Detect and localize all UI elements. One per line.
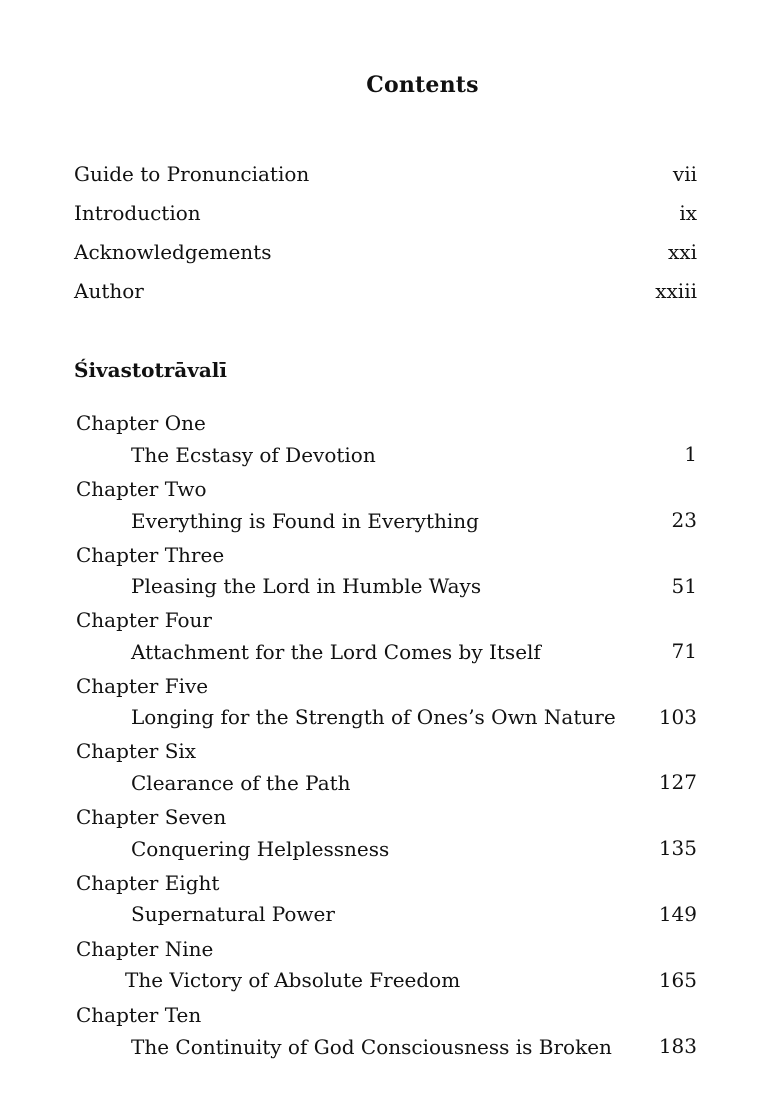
page-title: Contents [366, 72, 479, 98]
toc-entry-page-number: xxiii [655, 279, 697, 303]
toc-entry-label: Introduction [74, 201, 201, 225]
chapter-page-number: 23 [671, 508, 697, 532]
chapter-title: Pleasing the Lord in Humble Ways [131, 574, 482, 598]
chapter-page-number: 149 [658, 902, 697, 926]
chapter-title: Conquering Helplessness [131, 837, 390, 861]
chapter-title: Clearance of the Path [131, 771, 351, 795]
chapter-page-number: 127 [658, 770, 697, 794]
chapter-title: Attachment for the Lord Comes by Itself [131, 640, 541, 664]
chapter-label: Chapter Nine [76, 937, 214, 961]
chapter-label: Chapter Four [76, 608, 212, 632]
toc-entry-label: Guide to Pronunciation [74, 162, 310, 186]
chapter-label: Chapter Ten [76, 1003, 202, 1027]
chapter-label: Chapter Seven [76, 805, 227, 829]
chapter-page-number: 1 [684, 442, 697, 466]
chapter-page-number: 103 [658, 705, 697, 729]
toc-entry-label: Acknowledgements [74, 240, 272, 264]
chapter-label: Chapter Eight [76, 871, 220, 895]
chapter-title: The Ecstasy of Devotion [131, 443, 376, 467]
chapter-label: Chapter Six [76, 739, 197, 763]
chapter-page-number: 135 [658, 836, 697, 860]
chapter-label: Chapter One [76, 411, 206, 435]
chapter-title: Everything is Found in Everything [131, 509, 479, 533]
toc-entry-page-number: xxi [668, 240, 697, 264]
chapter-label: Chapter Three [76, 543, 225, 567]
chapter-title: Supernatural Power [131, 902, 335, 926]
toc-entry-label: Author [74, 279, 144, 303]
toc-entry-page-number: ix [679, 201, 697, 225]
section-heading: Śivastotrāvalī [74, 358, 227, 382]
chapter-page-number: 51 [671, 574, 697, 598]
toc-entry-page-number: vii [672, 162, 697, 186]
chapter-label: Chapter Two [76, 477, 207, 501]
chapter-page-number: 71 [671, 639, 697, 663]
chapter-title: The Victory of Absolute Freedom [125, 968, 461, 992]
chapter-page-number: 165 [658, 968, 697, 992]
chapter-label: Chapter Five [76, 674, 209, 698]
chapter-title: The Continuity of God Consciousness is Broken [131, 1035, 612, 1059]
chapter-title: Longing for the Strength of Ones’s Own Nature [131, 705, 616, 729]
chapter-page-number: 183 [658, 1034, 697, 1058]
